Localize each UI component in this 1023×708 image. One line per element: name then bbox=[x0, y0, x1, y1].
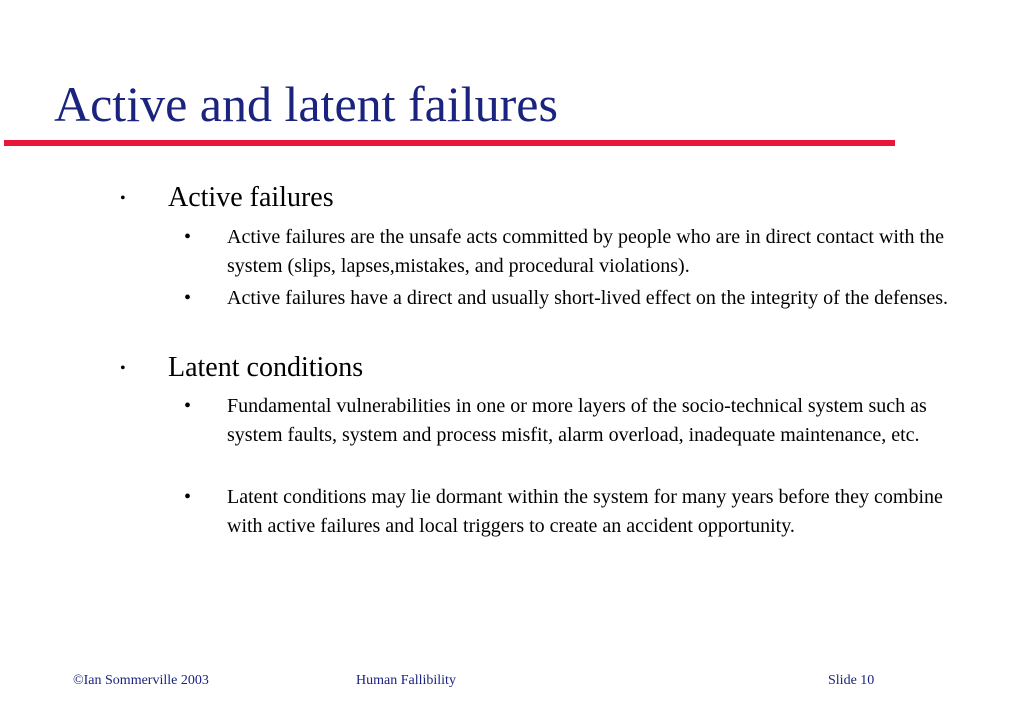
list-item: Fundamental vulnerabilities in one or more layers of the socio-technical system such as system faults, system and process misfit, alarm overload, inadequate maintenance, etc. bbox=[227, 395, 927, 446]
title-underline bbox=[4, 140, 895, 146]
section-bullet: • bbox=[120, 360, 126, 377]
list-item: Active failures have a direct and usually short-lived effect on the integrity of the defenses. bbox=[227, 287, 949, 309]
section-bullet: • bbox=[120, 190, 126, 207]
footer-topic: Human Fallibility bbox=[356, 673, 456, 688]
footer-slide-number: Slide 10 bbox=[828, 673, 875, 688]
item-bullet: • bbox=[184, 287, 192, 309]
item-bullet: • bbox=[184, 395, 192, 417]
footer-copyright: ©Ian Sommerville 2003 bbox=[73, 673, 209, 688]
item-bullet: • bbox=[184, 486, 192, 508]
section-heading-latent-conditions: Latent conditions bbox=[168, 352, 364, 383]
list-item: Active failures are the unsafe acts committed by people who are in direct contact with the system (slips, lapses,mistakes, and procedural violations). bbox=[227, 226, 944, 277]
section-heading-active-failures: Active failures bbox=[168, 182, 334, 213]
slide-title: Active and latent failures bbox=[54, 76, 558, 132]
list-item: Latent conditions may lie dormant within the system for many years before they combine with active failures and local triggers to create an accident opportunity. bbox=[227, 486, 943, 537]
item-bullet: • bbox=[184, 226, 192, 248]
